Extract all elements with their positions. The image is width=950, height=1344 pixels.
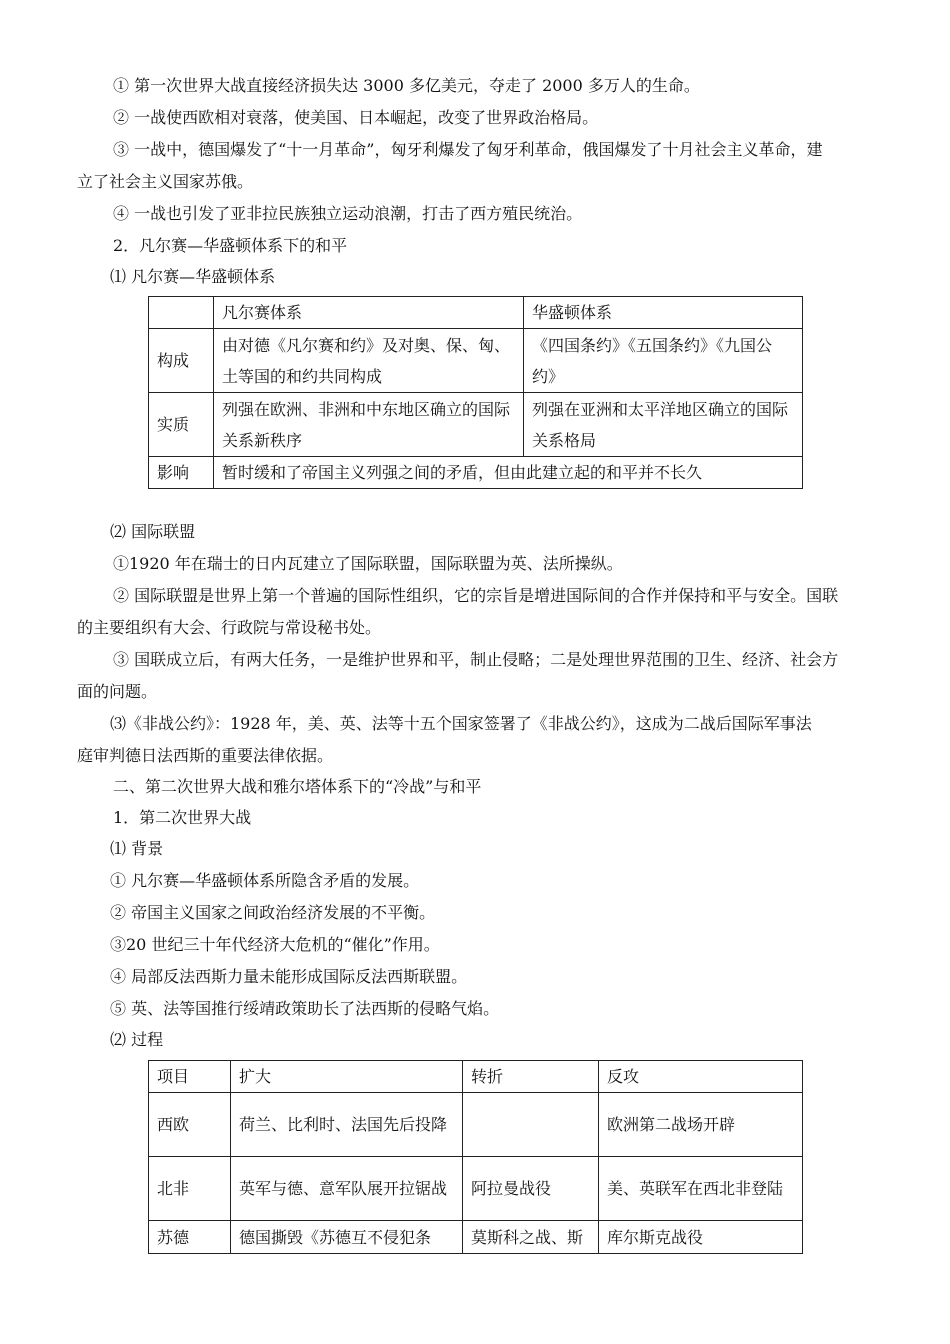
table-row xyxy=(149,457,803,489)
heading-league-of-nations: ⑵ 国际联盟 xyxy=(110,522,196,541)
list-item: ② 帝国主义国家之间政治经济发展的不平衡。 xyxy=(110,903,436,922)
table-header-cell: 凡尔赛体系 xyxy=(214,297,524,329)
table-cell: 美、英联军在西北非登陆 xyxy=(599,1157,803,1221)
list-item: ⑤ 英、法等国推行绥靖政策助长了法西斯的侵略气焰。 xyxy=(110,999,500,1018)
list-item: ④ 局部反法西斯力量未能形成国际反法西斯联盟。 xyxy=(110,967,468,986)
table-cell: 英军与德、意军队展开拉锯战 xyxy=(231,1157,463,1221)
table-row xyxy=(149,1157,803,1221)
table-cell: 库尔斯克战役 xyxy=(599,1221,803,1254)
table-cell: 《四国条约》《五国条约》《九国公约》 xyxy=(524,329,803,393)
table-cell: 阿拉曼战役 xyxy=(463,1157,599,1221)
table-header-cell: 华盛顿体系 xyxy=(524,297,803,329)
table-header-cell xyxy=(149,297,214,329)
list-item: ③20 世纪三十年代经济大危机的“催化”作用。 xyxy=(110,935,440,954)
versailles-washington-table xyxy=(148,296,803,489)
table-cell-merged: 暂时缓和了帝国主义列强之间的矛盾，但由此建立起的和平并不长久 xyxy=(214,457,803,489)
heading-ww2-yalta: 二、第二次世界大战和雅尔塔体系下的“冷战”与和平 xyxy=(113,777,482,796)
table-header-cell: 转折 xyxy=(463,1061,599,1093)
paragraph-league-purpose: ② 国际联盟是世界上第一个普遍的国际性组织，它的宗旨是增进国际间的合作并保持和平与安全。国联 xyxy=(113,586,839,605)
table-cell: 莫斯科之战、斯 xyxy=(463,1221,599,1254)
row-label: 影响 xyxy=(149,457,214,489)
row-label: 西欧 xyxy=(149,1093,231,1157)
heading-versailles-washington-system: ⑴ 凡尔赛—华盛顿体系 xyxy=(110,267,276,286)
paragraph-league-tasks-cont: 面的问题。 xyxy=(77,682,158,701)
paragraph-ww1-independence: ④ 一战也引发了亚非拉民族独立运动浪潮，打击了西方殖民统治。 xyxy=(113,204,583,223)
paragraph-ww1-revolutions: ③ 一战中，德国爆发了“十一月革命”，匈牙利爆发了匈牙利革命，俄国爆发了十月社会主义革命，建 xyxy=(113,140,823,159)
paragraph-kellogg-pact: ⑶《非战公约》：1928 年，美、英、法等十五个国家签署了《非战公约》，这成为二战后国际军事法 xyxy=(110,714,812,733)
row-label: 实质 xyxy=(149,393,214,457)
table-cell: 荷兰、比利时、法国先后投降 xyxy=(231,1093,463,1157)
table-row xyxy=(149,329,803,393)
heading-versailles-washington-peace: 2．凡尔赛—华盛顿体系下的和平 xyxy=(113,236,348,255)
paragraph-league-purpose-cont: 的主要组织有大会、行政院与常设秘书处。 xyxy=(77,618,382,637)
paragraph-kellogg-pact-cont: 庭审判德日法西斯的重要法律依据。 xyxy=(77,746,334,765)
ww2-process-table xyxy=(148,1060,803,1254)
table-header-cell: 项目 xyxy=(149,1061,231,1093)
paragraph-league-tasks: ③ 国联成立后，有两大任务，一是维护世界和平，制止侵略；二是处理世界范围的卫生、经济、社会方 xyxy=(113,650,839,669)
paragraph-ww1-revolutions-cont: 立了社会主义国家苏俄。 xyxy=(77,172,254,191)
table-cell: 德国撕毁《苏德互不侵犯条 xyxy=(231,1221,463,1254)
table-header-cell: 反攻 xyxy=(599,1061,803,1093)
table-cell: 列强在欧洲、非洲和中东地区确立的国际关系新秩序 xyxy=(214,393,524,457)
heading-background: ⑴ 背景 xyxy=(110,839,164,858)
row-label: 苏德 xyxy=(149,1221,231,1254)
paragraph-ww1-losses: ① 第一次世界大战直接经济损失达 3000 多亿美元，夺走了 2000 多万人的生命。 xyxy=(113,76,700,95)
table-cell xyxy=(463,1093,599,1157)
table-cell: 欧洲第二战场开辟 xyxy=(599,1093,803,1157)
heading-ww2: 1．第二次世界大战 xyxy=(113,808,252,827)
paragraph-ww1-political: ② 一战使西欧相对衰落，使美国、日本崛起，改变了世界政治格局。 xyxy=(113,108,599,127)
heading-process: ⑵ 过程 xyxy=(110,1030,164,1049)
table-header-row xyxy=(149,1061,803,1093)
paragraph-league-founding: ①1920 年在瑞士的日内瓦建立了国际联盟，国际联盟为英、法所操纵。 xyxy=(113,554,623,573)
table-header-cell: 扩大 xyxy=(231,1061,463,1093)
list-item: ① 凡尔赛—华盛顿体系所隐含矛盾的发展。 xyxy=(110,871,420,890)
table-row xyxy=(149,1093,803,1157)
table-row xyxy=(149,393,803,457)
row-label: 构成 xyxy=(149,329,214,393)
table-row xyxy=(149,1221,803,1254)
row-label: 北非 xyxy=(149,1157,231,1221)
table-cell: 由对德《凡尔赛和约》及对奥、保、匈、土等国的和约共同构成 xyxy=(214,329,524,393)
table-cell: 列强在亚洲和太平洋地区确立的国际关系格局 xyxy=(524,393,803,457)
table-header-row xyxy=(149,297,803,329)
